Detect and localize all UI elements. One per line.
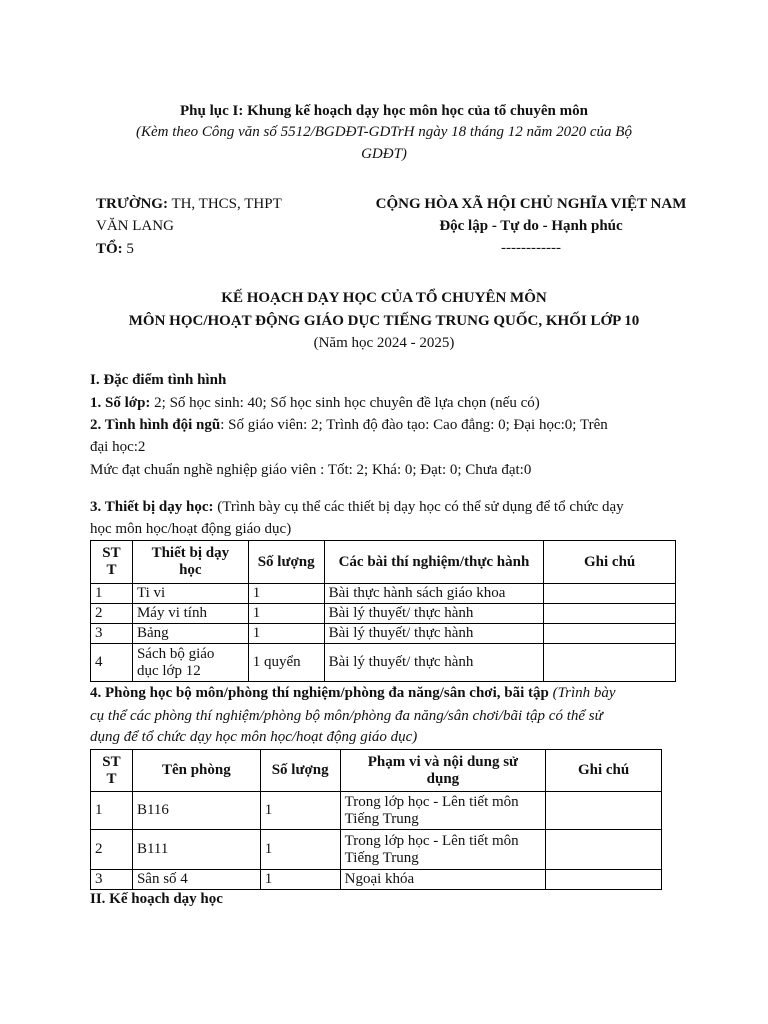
room-note	[546, 792, 662, 830]
item2-label: 2. Tình hình đội ngũ	[90, 417, 221, 433]
section1-item1	[90, 395, 680, 412]
school-value: TH, THCS, THPT	[171, 196, 282, 212]
room-note	[546, 870, 662, 890]
school-value-line2: VĂN LANG	[96, 218, 174, 234]
section1-item3	[90, 499, 680, 516]
equipment-header-stt-line2: T	[106, 562, 117, 578]
item1-label: 1. Số lớp:	[90, 395, 151, 411]
room-header-room: Tên phòng	[132, 750, 260, 792]
table-row	[91, 830, 662, 870]
section1-item2-standard: Mức đạt chuẩn nghề nghiệp giáo viên : Tốt: 2; Khá: 0; Đạt: 0; Chưa đạt:0	[90, 462, 532, 478]
room-scope: Ngoại khóa	[340, 870, 546, 890]
equipment-header-device-line2: học	[179, 562, 202, 578]
equipment-note	[544, 604, 676, 624]
room-note	[546, 830, 662, 870]
equipment-lessons: Bài lý thuyết/ thực hành	[324, 624, 544, 644]
motto-rule: ------------	[501, 240, 561, 256]
room-stt: 2	[91, 830, 133, 870]
room-header-stt-line1: ST	[102, 753, 121, 770]
item3-label: 3. Thiết bị dạy học:	[90, 499, 214, 515]
equipment-table	[90, 540, 676, 682]
equipment-lessons: Bài lý thuyết/ thực hành	[324, 604, 544, 624]
room-quantity: 1	[260, 792, 340, 830]
appendix-subtitle-line1: (Kèm theo Công văn số 5512/BGDĐT-GDTrH ngày 18 tháng 12 năm 2020 của Bộ	[136, 124, 632, 140]
equipment-lessons: Bài lý thuyết/ thực hành	[324, 644, 544, 682]
equipment-header-quantity: Số lượng	[248, 541, 324, 584]
room-header-stt-line2: T	[106, 770, 117, 787]
room-quantity: 1	[260, 870, 340, 890]
equipment-quantity: 1	[248, 624, 324, 644]
equipment-note	[544, 584, 676, 604]
room-header-scope	[340, 750, 546, 792]
equipment-quantity: 1	[248, 584, 324, 604]
school-line	[96, 196, 282, 213]
equipment-lessons: Bài thực hành sách giáo khoa	[324, 584, 544, 604]
equipment-header-stt	[91, 541, 133, 584]
equipment-device	[132, 644, 248, 682]
section1-heading: I. Đặc điểm tình hình	[90, 372, 227, 388]
item3-text: (Trình bày cụ thể các thiết bị dạy học có thể sử dụng để tổ chức dạy	[217, 499, 624, 515]
room-header-row	[91, 750, 662, 792]
room-header-stt	[91, 750, 133, 792]
table-row	[91, 870, 662, 890]
equipment-stt: 2	[91, 604, 133, 624]
room-scope-line2: Tiếng Trung	[344, 810, 419, 827]
room-stt: 3	[91, 870, 133, 890]
equipment-quantity: 1	[248, 604, 324, 624]
appendix-title: Phụ lục I: Khung kế hoạch dạy học môn học của tổ chuyên môn	[180, 103, 588, 119]
equipment-device: Bảng	[132, 624, 248, 644]
equipment-header-lessons: Các bài thí nghiệm/thực hành	[324, 541, 544, 584]
table-row	[91, 604, 676, 624]
section4-line3: dụng để tổ chức dạy học môn học/hoạt động giáo dục)	[90, 729, 418, 745]
table-row	[91, 792, 662, 830]
section4-line2: cụ thể các phòng thí nghiệm/phòng bộ môn/phòng đa năng/sân chơi/bãi tập có thể sử	[90, 708, 603, 724]
equipment-device-line2: dục lớp 12	[136, 662, 201, 679]
room-table	[90, 749, 662, 890]
room-scope	[340, 792, 546, 830]
room-header-scope-line1: Phạm vi và nội dung sử	[367, 753, 519, 770]
room-name: B116	[132, 792, 260, 830]
section4-desc-part1: (Trình bày	[548, 685, 616, 701]
nation-motto: Độc lập - Tự do - Hạnh phúc	[439, 218, 623, 234]
equipment-stt: 1	[91, 584, 133, 604]
equipment-device: Ti vi	[132, 584, 248, 604]
section4-line1	[90, 685, 680, 702]
room-quantity: 1	[260, 830, 340, 870]
room-scope-line1: Trong lớp học - Lên tiết môn	[344, 793, 519, 810]
table-row	[91, 624, 676, 644]
nation-title: CỘNG HÒA XÃ HỘI CHỦ NGHĨA VIỆT NAM	[375, 196, 687, 212]
section1-item2-line2: đại học:2	[90, 439, 146, 455]
equipment-header-device	[132, 541, 248, 584]
equipment-header-device-line1: Thiết bị dạy	[151, 545, 230, 561]
room-header-quantity: Số lượng	[260, 750, 340, 792]
equipment-quantity: 1 quyển	[248, 644, 324, 682]
group-line	[96, 241, 134, 258]
plan-year: (Năm học 2024 - 2025)	[313, 335, 455, 351]
school-label: TRƯỜNG:	[96, 196, 168, 212]
group-label: TỔ:	[96, 241, 123, 257]
section1-item3-line2: học môn học/hoạt động giáo dục)	[90, 521, 292, 537]
table-row	[91, 584, 676, 604]
room-scope-line1: Trong lớp học - Lên tiết môn	[344, 832, 519, 849]
equipment-header-stt-line1: ST	[102, 545, 121, 561]
room-stt: 1	[91, 792, 133, 830]
equipment-stt: 4	[91, 644, 133, 682]
table-row	[91, 644, 676, 682]
section1-item2	[90, 417, 680, 434]
equipment-device: Máy vi tính	[132, 604, 248, 624]
plan-title: KẾ HOẠCH DẠY HỌC CỦA TỔ CHUYÊN MÔN	[221, 290, 547, 306]
room-scope-line2: Tiếng Trung	[344, 849, 419, 866]
room-header-note: Ghi chú	[546, 750, 662, 792]
room-name: Sân số 4	[132, 870, 260, 890]
equipment-device-line1: Sách bộ giáo	[136, 645, 215, 662]
equipment-note	[544, 624, 676, 644]
appendix-subtitle-line2: GDĐT)	[361, 146, 407, 162]
equipment-header-row	[91, 541, 676, 584]
item2-text: : Số giáo viên: 2; Trình độ đào tạo: Cao đẳng: 0; Đại học:0; Trên	[220, 417, 608, 433]
room-scope	[340, 830, 546, 870]
group-value: 5	[126, 241, 134, 257]
equipment-header-note: Ghi chú	[544, 541, 676, 584]
section2-heading: II. Kế hoạch dạy học	[90, 891, 223, 907]
room-name: B111	[132, 830, 260, 870]
section4-label: 4. Phòng học bộ môn/phòng thí nghiệm/phòng đa năng/sân chơi, bãi tập	[90, 685, 549, 701]
plan-subject: MÔN HỌC/HOẠT ĐỘNG GIÁO DỤC TIẾNG TRUNG QUỐC, KHỐI LỚP 10	[128, 313, 640, 329]
item1-text: 2; Số học sinh: 40; Số học sinh học chuyên đề lựa chọn (nếu có)	[154, 395, 540, 411]
room-header-scope-line2: dụng	[426, 770, 460, 787]
equipment-note	[544, 644, 676, 682]
equipment-stt: 3	[91, 624, 133, 644]
